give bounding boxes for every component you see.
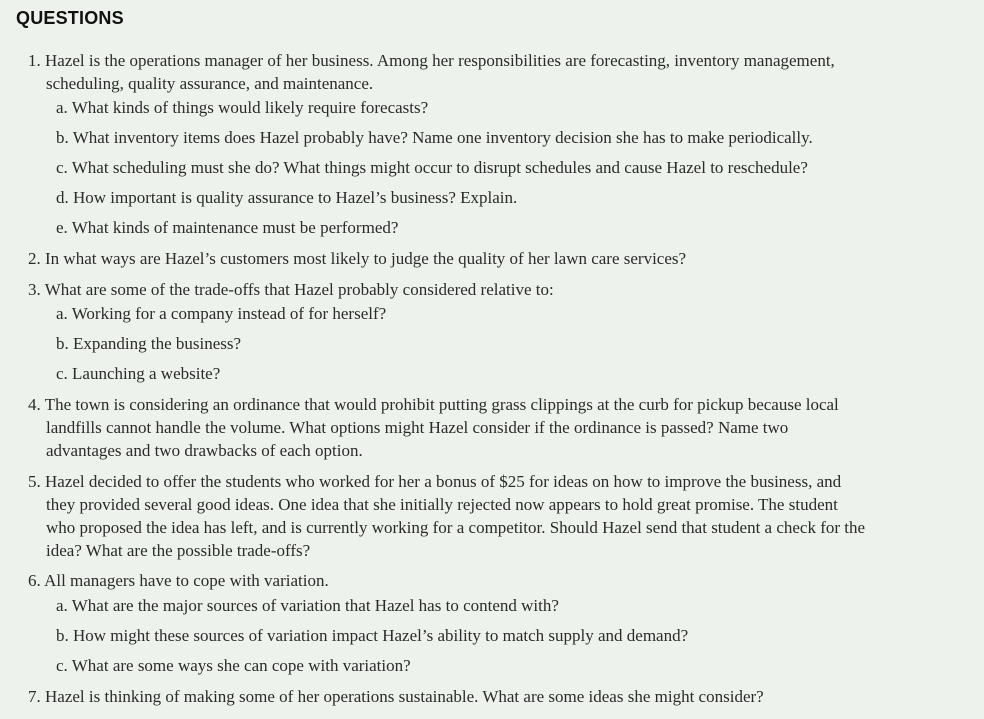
question-number: 4. <box>28 395 41 414</box>
sub-letter: b. <box>56 334 69 353</box>
sub-question-1d <box>56 186 517 209</box>
sub-letter: b. <box>56 128 69 147</box>
question-number: 5. <box>28 472 41 491</box>
sub-text: How important is quality assurance to Hazel’s business? Explain. <box>73 188 518 207</box>
sub-question-6a <box>56 594 559 617</box>
sub-text: Working for a company instead of for herself? <box>71 304 387 323</box>
question-text-line: advantages and two drawbacks of each option. <box>46 441 363 460</box>
sub-letter: a. <box>56 98 68 117</box>
sub-letter: b. <box>56 626 69 645</box>
question-number: 3. <box>28 280 41 299</box>
sub-question-1c <box>56 156 808 179</box>
question-text-line: landfills cannot handle the volume. What options might Hazel consider if the ordinance is passed? Name two <box>46 418 789 437</box>
question-2 <box>28 247 686 270</box>
question-text-line: What are some of the trade-offs that Hazel probably considered relative to: <box>44 280 554 299</box>
question-text-line: All managers have to cope with variation. <box>44 571 329 590</box>
sub-text: Expanding the business? <box>73 334 242 353</box>
sub-text: How might these sources of variation impact Hazel’s ability to match supply and demand? <box>73 626 689 645</box>
sub-letter: e. <box>56 218 68 237</box>
question-1-continuation <box>46 72 373 95</box>
sub-question-3a <box>56 302 386 325</box>
question-1 <box>28 49 835 72</box>
sub-text: What inventory items does Hazel probably have? Name one inventory decision she has to make periodically. <box>72 128 813 147</box>
question-number: 1. <box>28 51 41 70</box>
sub-letter: a. <box>56 304 68 323</box>
question-number: 7. <box>28 687 41 706</box>
question-text-line: they provided several good ideas. One idea that she initially rejected now appears to hold great promise. The student <box>46 495 838 514</box>
question-text-line: In what ways are Hazel’s customers most likely to judge the quality of her lawn care services? <box>45 249 687 268</box>
question-5-continuation <box>46 516 865 539</box>
sub-letter: d. <box>56 188 69 207</box>
question-text-line: Hazel is thinking of making some of her operations sustainable. What are some ideas she might consider? <box>45 687 764 706</box>
question-4-continuation <box>46 416 788 439</box>
sub-letter: a. <box>56 596 68 615</box>
sub-text: Launching a website? <box>72 364 221 383</box>
question-number: 6. <box>28 571 41 590</box>
question-6 <box>28 569 329 592</box>
sub-question-6c <box>56 654 411 677</box>
question-text-line: idea? What are the possible trade-offs? <box>46 541 311 560</box>
sub-question-1b <box>56 126 813 149</box>
sub-question-6b <box>56 624 688 647</box>
question-3 <box>28 278 554 301</box>
sub-question-1e <box>56 216 398 239</box>
sub-text: What are the major sources of variation that Hazel has to contend with? <box>71 596 559 615</box>
sub-text: What are some ways she can cope with variation? <box>71 656 411 675</box>
sub-text: What scheduling must she do? What things might occur to disrupt schedules and cause Hazel to reschedule? <box>71 158 808 177</box>
sub-question-1a <box>56 96 428 119</box>
question-5 <box>28 470 841 493</box>
question-text-line: who proposed the idea has left, and is currently working for a competitor. Should Hazel send that student a check for the <box>46 518 866 537</box>
sub-letter: c. <box>56 158 68 177</box>
question-5-continuation <box>46 539 310 562</box>
page-title: QUESTIONS <box>16 8 124 28</box>
question-4 <box>28 393 839 416</box>
sub-question-3c <box>56 362 220 385</box>
sub-text: What kinds of things would likely require forecasts? <box>71 98 429 117</box>
sub-text: What kinds of maintenance must be performed? <box>71 218 399 237</box>
question-5-continuation <box>46 493 838 516</box>
question-number: 2. <box>28 249 41 268</box>
question-7 <box>28 685 764 708</box>
question-text-line: Hazel decided to offer the students who worked for her a bonus of $25 for ideas on how to improve the business, and <box>45 472 842 491</box>
question-text-line: Hazel is the operations manager of her business. Among her responsibilities are forecasting, inventory management, <box>45 51 835 70</box>
question-text-line: scheduling, quality assurance, and maintenance. <box>46 74 374 93</box>
sub-question-3b <box>56 332 241 355</box>
question-4-continuation <box>46 439 363 462</box>
sub-letter: c. <box>56 364 68 383</box>
sub-letter: c. <box>56 656 68 675</box>
question-text-line: The town is considering an ordinance that would prohibit putting grass clippings at the curb for pickup because local <box>44 395 839 414</box>
